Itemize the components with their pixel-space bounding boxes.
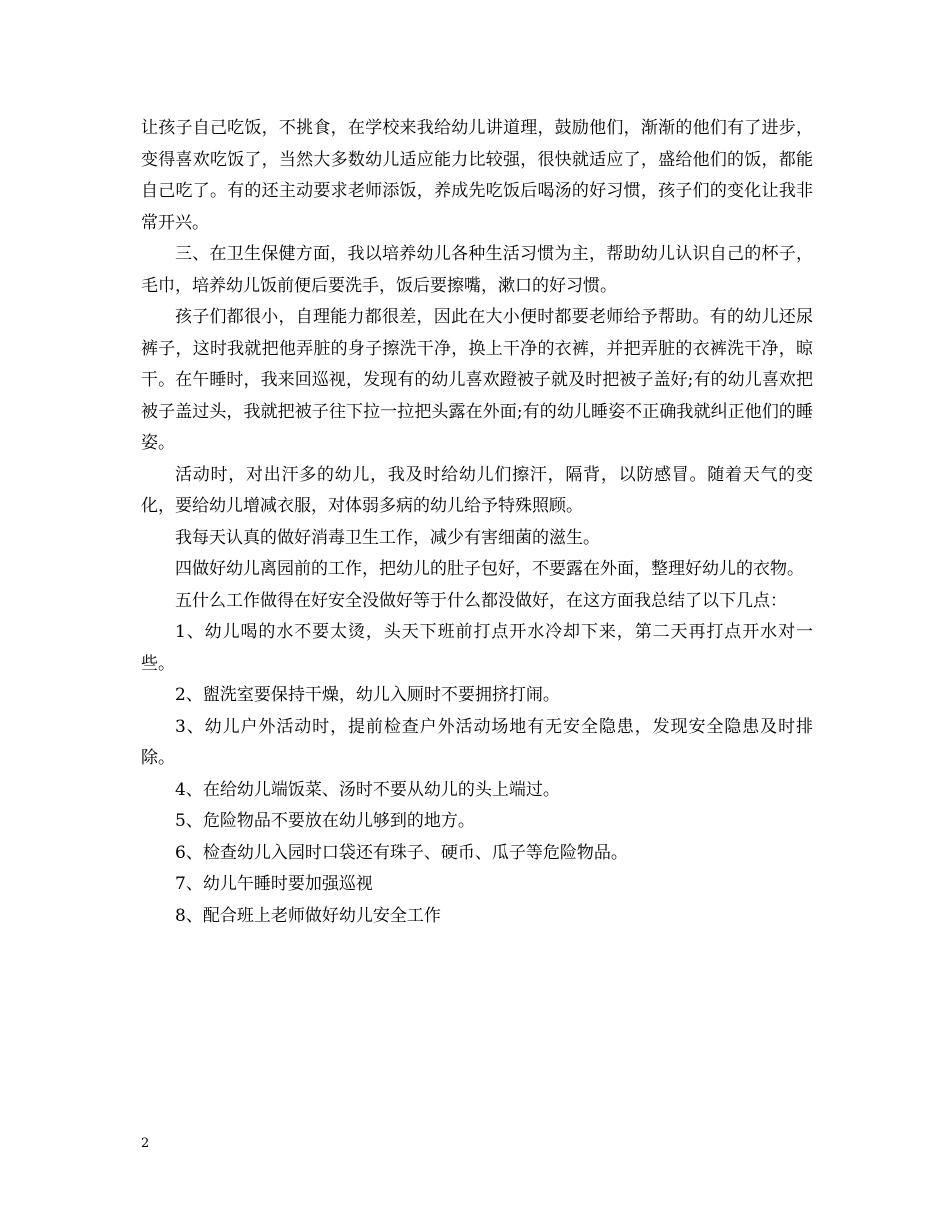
page-number: 2 [141,1136,150,1151]
paragraph: 活动时，对出汗多的幼儿，我及时给幼儿们擦汗，隔背，以防感冒。随着天气的变化，要给幼儿增减衣服，对体弱多病的幼儿给予特殊照顾。 [141,464,813,516]
paragraph: 孩子们都很小，自理能力都很差，因此在大小便时都要老师给予帮助。有的幼儿还尿裤子，这时我就把他弄脏的身子擦洗干净，换上干净的衣裤，并把弄脏的衣裤洗干净，晾干。在午睡时，我来回巡视，发现有的幼儿喜欢蹬被子就及时把被子盖好;有的幼儿喜欢把被子盖过头，我就把被子往下拉一拉把头露在外面;有的幼儿睡姿不正确我就纠正他们的睡姿。 [141,307,813,453]
list-item: 4、在给幼儿端饭菜、汤时不要从幼儿的头上端过。 [175,779,560,800]
list-item: 2、盥洗室要保持干燥，幼儿入厕时不要拥挤打闹。 [175,685,560,705]
list-item: 3、幼儿户外活动时，提前检查户外活动场地有无安全隐患，发现安全隐患及时排除。 [141,716,813,768]
list-item: 8、配合班上老师做好幼儿安全工作 [175,905,441,926]
paragraph: 三、在卫生保健方面，我以培养幼儿各种生活习惯为主，帮助幼儿认识自己的杯子，毛巾，培养幼儿饭前便后要洗手，饭后要擦嘴，漱口的好习惯。 [141,244,813,296]
list-item: 5、危险物品不要放在幼儿够到的地方。 [175,811,475,831]
paragraph: 我每天认真的做好消毒卫生工作，减少有害细菌的滋生。 [175,527,600,548]
list-item: 7、幼儿午睡时要加强巡视 [175,874,373,894]
paragraph: 让孩子自己吃饭，不挑食，在学校来我给幼儿讲道理，鼓励他们，渐渐的他们有了进步，变得喜欢吃饭了，当然大多数幼儿适应能力比较强，很快就适应了，盛给他们的饭，都能自己吃了。有的还主动要求老师添饭，养成先吃饭后喝汤的好习惯，孩子们的变化让我非常开兴。 [141,118,813,233]
document-body [141,113,813,932]
paragraph: 五什么工作做得在好安全没做好等于什么都没做好，在这方面我总结了以下几点： [175,590,787,611]
paragraph: 四做好幼儿离园前的工作，把幼儿的肚子包好，不要露在外面，整理好幼儿的衣物。 [175,559,804,579]
list-item: 1、幼儿喝的水不要太烫，头天下班前打点开水冷却下来，第二天再打点开水对一些。 [141,622,813,674]
list-item: 6、检查幼儿入园时口袋还有珠子、硬币、瓜子等危险物品。 [175,842,628,863]
